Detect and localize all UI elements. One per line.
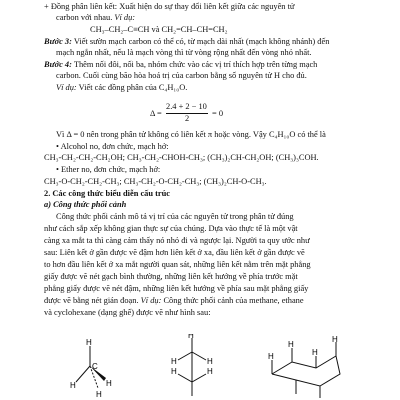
section-heading <box>44 189 376 200</box>
text-line <box>56 130 376 141</box>
methane-structure <box>70 338 112 399</box>
atom-label: H <box>106 379 112 388</box>
text-line <box>56 48 376 59</box>
text-line <box>56 71 376 82</box>
formula-numerator: 2.4 + 2 − 10 <box>166 102 207 111</box>
line-text: và cyclohexane (dạng ghế) được vẽ như hình sau: <box>44 308 211 317</box>
line-text: Viết các đồng phân của C₄H₁₀O. <box>76 83 188 92</box>
line-text: • Ether no, đơn chức, mạch hở: <box>56 165 161 174</box>
example-label: Ví dụ: <box>114 13 136 22</box>
line-text: phẳng giấy được vẽ nét đậm, những liên kết hướng về phía sau mặt phẳng giấy <box>44 284 309 293</box>
paragraph-line <box>44 224 376 235</box>
atom-label: H <box>188 334 194 340</box>
paragraph-line <box>44 236 376 247</box>
atom-label: H <box>288 340 294 349</box>
formula-line <box>44 177 376 188</box>
line-text: Viết sườn mạch carbon có thể có, từ mạch dài nhất (mạch không nhánh) đến <box>71 37 330 46</box>
perspective-formulas-figure <box>40 334 370 400</box>
line-text: + Đồng phân liên kết: Xuất hiện do sự thay đổi liên kết giữa các nguyên tử <box>44 2 295 11</box>
subsection-heading <box>44 200 376 211</box>
paragraph-line <box>44 308 376 319</box>
text-line <box>44 60 376 71</box>
atom-label: H <box>207 357 213 366</box>
formula-rhs: = 0 <box>212 109 224 118</box>
atom-label: H <box>96 390 102 399</box>
atom-label: H <box>312 348 318 357</box>
line-text: carbon. Cuối cùng bão hòa hoá trị của carbon bằng số nguyên tử H cho đủ. <box>56 71 307 80</box>
atom-label: H <box>207 367 213 376</box>
paragraph-line <box>44 248 376 259</box>
line-text: càng xa mắt ta thì càng cảm thấy nó nhỏ đi và ngược lại. Người ta quy ước như <box>44 236 310 245</box>
formula-line <box>44 153 376 164</box>
step-label: Bước 3: <box>44 37 72 46</box>
example-label: Ví dụ: <box>56 83 77 92</box>
text-line <box>56 83 376 94</box>
atom-label: H <box>268 352 274 361</box>
atom-label: H <box>171 367 177 376</box>
paragraph-line <box>44 296 376 307</box>
line-text: • Alcohol no, đơn chức, mạch hở: <box>56 142 169 151</box>
heading-text: 2. Các công thức biểu diễn cấu trúc <box>44 189 170 198</box>
text-line <box>44 2 376 13</box>
line-text: Thêm nối đôi, nối ba, nhóm chức vào các vị trí thích hợp trên từng mạch <box>71 60 318 69</box>
unsaturation-formula <box>150 102 270 128</box>
cyclohexane-h-labels <box>268 335 338 361</box>
line-text: CH₃–CH₂–C≡CH và CH₂=CH–CH=CH₂ <box>90 25 228 34</box>
line-text: to hơn đầu liên kết ở xa mắt người quan sát, những liên kết nằm trên mặt phẳng <box>44 260 311 269</box>
paragraph-line <box>44 260 376 271</box>
ethane-structure <box>171 334 213 396</box>
atom-label: C <box>92 362 98 371</box>
formula-line <box>90 25 350 36</box>
line-text: mạch ngắn nhất, nếu là mạch vòng thì từ vòng rộng nhất đến vòng nhỏ nhất. <box>56 48 312 57</box>
line-text: như cách sắp xếp không gian thực sự của chúng. Dựa vào thực tế là một vật <box>44 224 298 233</box>
text-line <box>56 13 376 24</box>
bullet-line <box>56 142 376 153</box>
example-label: Ví dụ: <box>140 296 162 305</box>
atom-label: H <box>332 335 338 344</box>
cyclohexane-chair-structure <box>272 342 340 398</box>
atom-label: H <box>86 338 92 347</box>
line-text: giấy được vẽ nét gạch bình thường, những liên kết hướng về phía trước mặt <box>44 272 298 281</box>
heading-text: a) Công thức phối cảnh <box>44 200 127 209</box>
line-text: Vì Δ = 0 nên trong phân tử không có liên kết π hoặc vòng. Vậy C₄H₁₀O có thể là <box>56 130 326 139</box>
paragraph-line <box>56 212 376 223</box>
paragraph-line <box>44 284 376 295</box>
line-text: CH₃-O-CH₂-CH₂-CH₃; CH₃-CH₂-O-CH₂-CH₃; (CH₃)₂CH-O-CH₃. <box>44 177 267 186</box>
bullet-line <box>56 165 376 176</box>
text-line <box>44 37 376 48</box>
line-text: sau: Liên kết ở gần được vẽ đậm hơn liên kết ở xa, đầu liên kết ở gần được vẽ <box>44 248 305 257</box>
formula-lhs: Δ = <box>150 109 162 118</box>
line-text: Công thức phối cảnh mô tả vị trí của các nguyên tử trong phân tử đúng <box>56 212 294 221</box>
step-label: Bước 4: <box>44 60 72 69</box>
paragraph-line <box>44 272 376 283</box>
line-text: carbon với nhau. <box>56 13 115 22</box>
formula-denominator: 2 <box>185 114 190 123</box>
line-text: CH₃-CH₂-CH₂-CH₂OH; CH₃-CH₂-CHOH-CH₃; (CH₃)₂CH-CH₂OH; (CH₃)₃COH. <box>44 153 319 162</box>
atom-label: H <box>171 357 177 366</box>
atom-label: H <box>70 381 76 390</box>
line-text: Công thức phối cảnh của methane, ethane <box>161 296 304 305</box>
line-text: được vẽ bằng nét gián đoạn. <box>44 296 141 305</box>
